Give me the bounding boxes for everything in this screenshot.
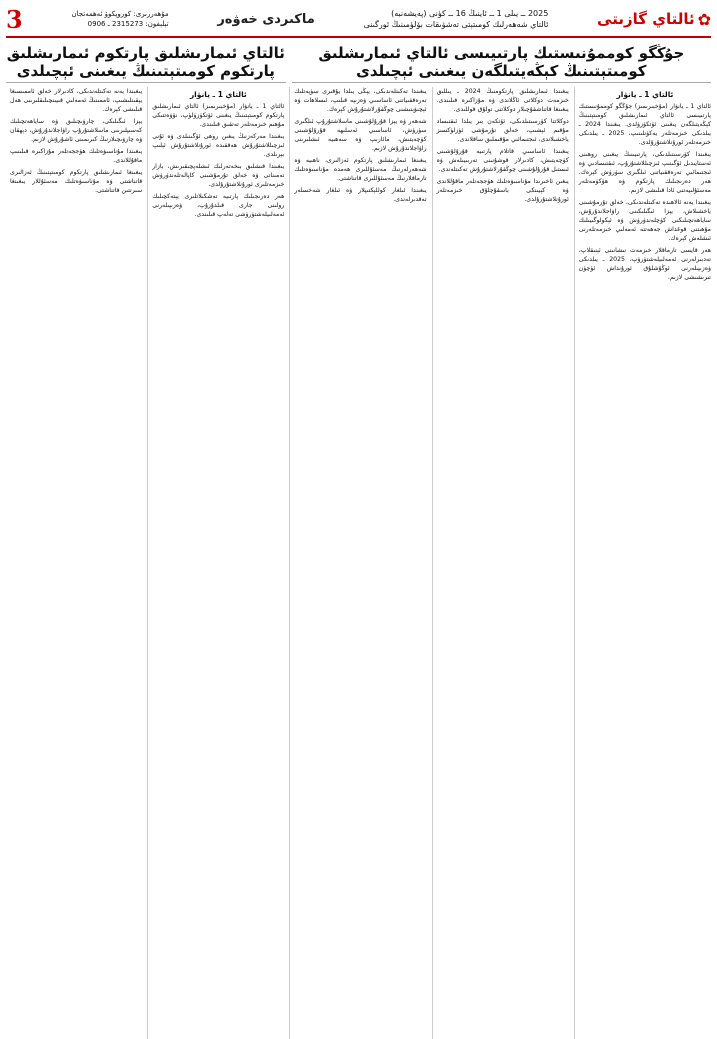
paragraph: يىغىندا قىشلىق بىخەتەرلىك ئىشلەپچىقىرىش، بازار تەمىناتى ۋە خەلق تۇرمۇشىنى كاپالەتلەندۈرۈش خىزمەتلىرى ئورۇنلاشتۇرۇلدى.: [152, 163, 285, 188]
paragraph: يىغىندا تەكىتلەندىكى، يېڭى يىلدا يۇقىرى سۈپەتلىك تەرەققىياتنى ئاساسىي ۋەزىپە قىلىپ، ئىسلاھات ۋە ئېچىۋېتىشنى چوڭقۇرلاشتۇرۇش كېرەك.: [294, 88, 427, 113]
column-3: [289, 87, 426, 1039]
publisher-text: ئالتاي شەھەرلىك كومىتېتى تەشۋىقات بۆلۈمىنىڭ ئورگىنى: [363, 20, 549, 29]
column-4: [147, 87, 284, 1039]
column-subhead: ئالتاي 1 ـ يانۋار: [616, 90, 674, 99]
paragraph: يىغىندا ئاساسىي قاتلام پارتىيە قۇرۇلۇشىنى كۈچەيتىش، كادىرلار قوشۇنىنى تەربىيىلەش ۋە ئىستىل قۇرۇلۇشىنى چوڭقۇرلاشتۇرۇش تەكىتلەندى.: [436, 148, 569, 173]
side-headline: ئالتاي ئىمارىشلىق پارتكوم ئىمارىشلىق پارتكوم كومىتېتىنىڭ يىغىنى ئېچىلدى: [6, 44, 286, 83]
section-title: ماكىردى خەۋەر: [217, 11, 315, 27]
paragraph: دوكلاتتا كۆرسىتىلدىكى، ئۆتكەن بىر يىلدا ئىقتىساد مۇقىم ئېشىپ، خەلق تۇرمۇشى ئۈزلۈكسىز ياخشىلاندى، ئىجتىمائىي مۇقىملىق ساقلاندى.: [436, 118, 569, 143]
paragraph: يىغىندا مۇناسىۋەتلىك ھۆججەتلەر مۇزاكىرە قىلىنىپ ماقۇللاندى.: [9, 148, 143, 164]
column-subhead: ئالتاي 1 ـ يانۋار: [189, 90, 247, 99]
page-number: 3: [6, 4, 23, 34]
editor-text: مۇھەررىرى: كوروپكوۋ ئەھمەتجان: [71, 10, 169, 18]
paragraph: ھەر دەرىجىلىك پارتىيە تەشكىلاتلىرى يېتەكچىلىك رولىنى جارى قىلدۇرۇپ، ۋەزىپىلەرنى ئەمەلىيلەشتۈرۈشى تەلەپ قىلىندى.: [152, 193, 285, 218]
paragraph: شەھەر ۋە يېزا قۇرۇلۇشىنى ماسلاشتۇرۇپ ئىلگىرى سۈرۈش، ئاساسىي ئەسلىھە قۇرۇلۇشىنى كۈچەيتىش، مائارىپ ۋە سەھىيە ئىشلىرىنى راۋاجلاندۇرۇش لازىم.: [294, 118, 427, 152]
paragraph: يىغىنغا ئىمارىشلىق پارتكوم كومىتېتىنىڭ ئەزالىرى قاتناشتى ۋە مۇناسىۋەتلىك مەسئۇللار يىغىنغا سىرتتىن قاتناشتى.: [9, 169, 143, 194]
paragraph: ھەر قايسى تارماقلار خىزمەت نىشانىنى ئېنىقلاپ، تەدبىرلەرنى ئەمەلىيلەشتۈرۈپ، 2025 ـ يىلدىكى ۋەزىپىلەرنى ئوڭۇشلۇق ئورۇنداش ئۈچۈن تىرىشىشى لازىم.: [578, 247, 711, 281]
masthead: [6, 4, 711, 38]
paragraph: يېزا ئىگىلىكى، چارۋىچىلىق ۋە ساياھەتچىلىك كەسىپلىرىنى ماسلاشتۇرۇپ راۋاجلاندۇرۇش، دېھقان ۋە چارۋىچىلارنىڭ كىرىمىنى ئاشۇرۇش لازىم.: [9, 118, 143, 143]
logo-text: ئالتاي گازىتى: [597, 10, 695, 28]
date-text: 2025 ــ يىلى 1 ــ ئاينىڭ 16 ــ كۈنى (پەيشەنبە): [391, 9, 549, 18]
contacts: [71, 10, 168, 28]
paragraph: يىغىندا كۆرسىتىلدىكى، پارتىيىنىڭ يىغىنى روھىنى ئەستايىدىل ئۆگىنىپ ئىزچىللاشتۇرۇپ، ئىقتىسادىي ۋە ئىجتىمائىي تەرەققىياتنى ئىلگىرى سۈرۈش كېرەك. ھەر دەرىجىلىك پارتكوم ۋە ھۆكۈمەتلەر مەسئۇلىيەتنى ئادا قىلىشى لازىم.: [578, 151, 711, 194]
paragraph: يىغىنغا ئىمارىشلىق پارتكوم ئەزالىرى، ناھىيە ۋە شەھەرلەرنىڭ مەسئۇللىرى ھەمدە مۇناسىۋەتلىك تارماقلارنىڭ مەسئۇللىرى قاتناشتى.: [294, 157, 427, 182]
paragraph: يىغىندا يەنە تەكىتلەندىكى، كادىرلار خەلق ئاممىسىغا يېقىنلىشىپ، ئاممىنىڭ ئەمەلىي قىيىنچىلىقلىرىنى ھەل قىلىشى كېرەك.: [9, 88, 143, 113]
paragraph: يىغىندا مەركەزنىڭ يىغىن روھى ئۆگىنىلدى ۋە ئۇنى ئىزچىللاشتۇرۇش ھەققىدە ئورۇنلاشتۇرۇش ئېلىپ بېرىلدى.: [152, 133, 285, 158]
newspaper-logo: [597, 10, 711, 29]
paragraph: يىغىن ئاخىرىدا مۇناسىۋەتلىك ھۆججەتلەر ماقۇللاندى ۋە كېيىنكى باسقۇچلۇق خىزمەتلەر ئورۇنلاشتۇرۇلدى.: [436, 178, 569, 203]
paragraph: ئالتاي 1 ـ يانۋار (مۇخبىرىمىز) ئالتاي ئىمارىشلىق پارتكوم كومىتېتىنىڭ يىغىنى ئۆتكۈزۈلۈپ، نۆۋەتتىكى مۇھىم خىزمەتلەر تەتقىق قىلىندى.: [152, 103, 285, 128]
column-1: [574, 87, 711, 1039]
article-columns: [6, 87, 711, 1039]
main-headline: جۇڭگو كوممۇنىستىك پارتىيىسى ئالتاي ئىمارىشلىق كومىتېتىنىڭ كېڭەيتىلگەن يىغىنى ئېچىلدى: [292, 44, 711, 83]
phone-text: تېلېفون: 2315273 ـ 0906: [87, 20, 169, 28]
paragraph: ئالتاي 1 ـ يانۋار (مۇخبىرىمىز) جۇڭگو كوممۇنىستىك پارتىيىسى ئالتاي ئىمارىشلىق كومىتېتىنىڭ كېڭەيتىلگەن يىغىنى ئۆتكۈزۈلدى. يىغىندا 2024 ـ يىلدىكى خىزمەتلەر يەكۈنلىنىپ، 2025 ـ يىلدىكى خىزمەتلەر ئورۇنلاشتۇرۇلدى.: [578, 103, 711, 146]
dateline: [364, 9, 549, 29]
paragraph: يىغىندا ئىمارىشلىق پارتكومنىڭ 2024 ـ يىللىق خىزمەت دوكلاتى ئاڭلاندى ۋە مۇزاكىرە قىلىندى. يىغىنغا قاتناشقۇچىلار دوكلاتنى تولۇق قوللىدى.: [436, 88, 569, 113]
headlines: [6, 44, 711, 83]
column-5: [6, 87, 142, 1039]
paragraph: يىغىندا ئىلغار كوللېكتىپلار ۋە ئىلغار شەخسلەر تەقدىرلەندى.: [294, 187, 427, 203]
column-2: [432, 87, 569, 1039]
paragraph: يىغىندا يەنە ئالاھىدە تەكىتلەندىكى، خەلق تۇرمۇشىنى ياخشىلاش، يېزا ئىگىلىكىنى راۋاجلاندۇرۇش، ساياھەتچىلىكنى كۈچلەندۈرۈش ۋە ئېكولوگىيىلىك مۇھىتنى قوغداش جەھەتتە ئەمەلىي خىزمەتلەرنى ئىشلەش كېرەك.: [578, 199, 711, 242]
logo-icon: ✿: [697, 9, 711, 29]
